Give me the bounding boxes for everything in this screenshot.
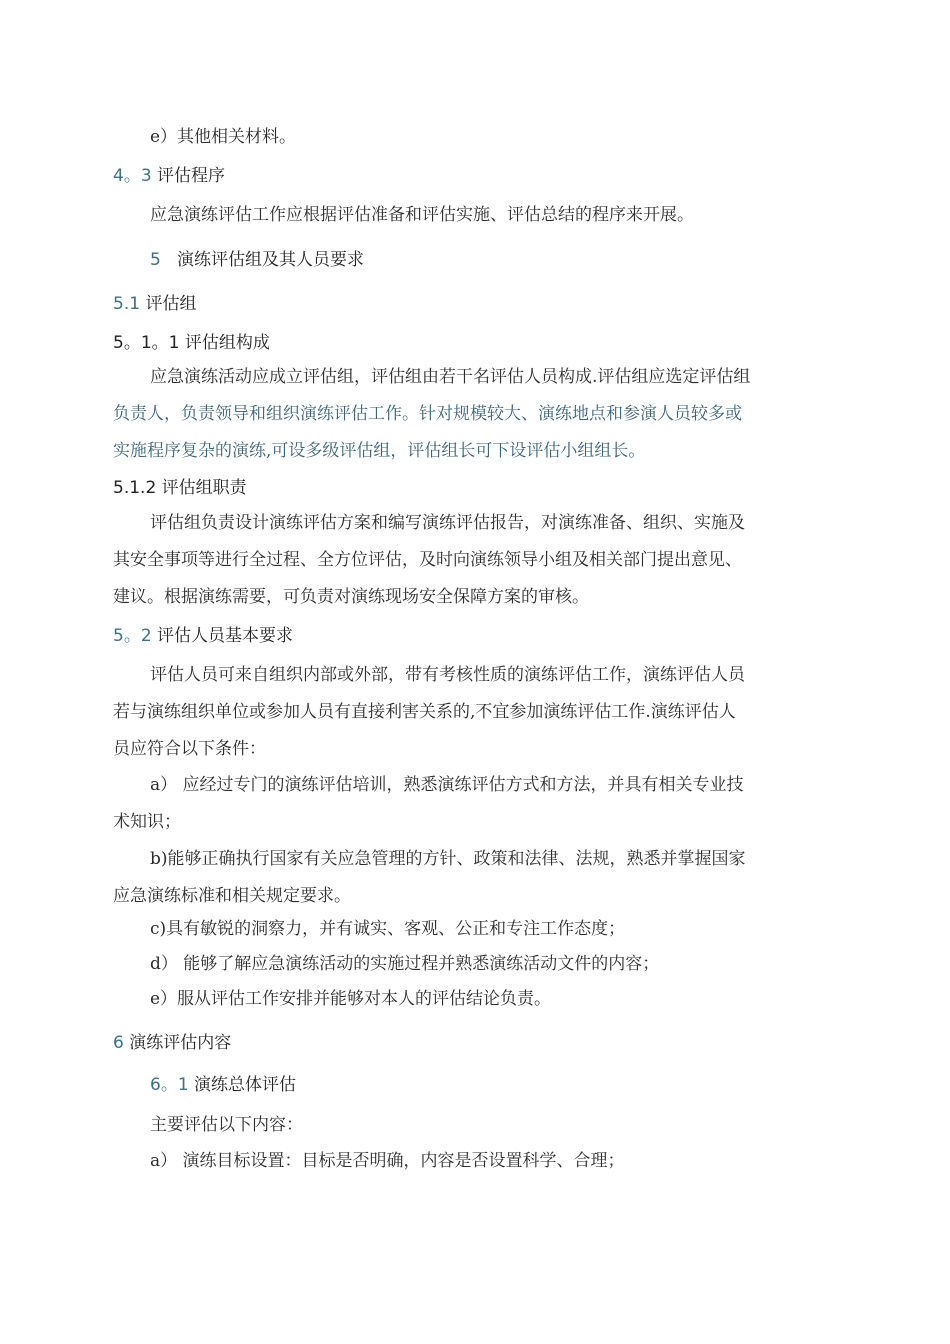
paragraph-line: 员应符合以下条件： — [113, 739, 266, 759]
section-heading-5-1-2 — [113, 475, 247, 501]
paragraph-line: 若与演练组织单位或参加人员有直接利害关系的,不宜参加演练评估工作.演练评估人 — [113, 702, 736, 722]
paragraph-line: 应急演练活动应成立评估组，评估组由若干名评估人员构成.评估组应选定评估组 — [150, 367, 751, 387]
list-item-a-objectives: a） 演练目标设置：目标是否明确，内容是否设置科学、合理； — [150, 1151, 625, 1171]
section-title: 评估组 — [145, 294, 197, 314]
paragraph: 主要评估以下内容： — [150, 1115, 303, 1135]
section-number: 4。3 — [113, 166, 152, 186]
list-item-e-materials: e）其他相关材料。 — [150, 127, 297, 147]
chapter-heading-5 — [150, 247, 364, 273]
chapter-title: 演练评估内容 — [129, 1033, 232, 1053]
section-heading-5-2 — [113, 623, 293, 649]
section-heading-4-3 — [113, 163, 225, 189]
chapter-heading-6 — [113, 1030, 231, 1056]
chapter-title: 演练评估组及其人员要求 — [177, 250, 365, 270]
paragraph-line: 评估人员可来自组织内部或外部，带有考核性质的演练评估工作，演练评估人员 — [150, 665, 745, 685]
list-item-d: d） 能够了解应急演练活动的实施过程并熟悉演练活动文件的内容； — [150, 954, 660, 974]
section-heading-5-1 — [113, 291, 196, 317]
section-number: 5。2 — [113, 626, 152, 646]
list-item-e: e）服从评估工作安排并能够对本人的评估结论负责。 — [150, 989, 552, 1009]
section-number: 5.1.2 — [113, 478, 157, 498]
section-title: 演练总体评估 — [194, 1075, 297, 1095]
list-item-a: a） 应经过专门的演练评估培训，熟悉演练评估方式和方法，并具有相关专业技 — [150, 775, 744, 795]
paragraph-line: 建议。根据演练需要，可负责对演练现场安全保障方案的审核。 — [113, 587, 589, 607]
paragraph: 应急演练评估工作应根据评估准备和评估实施、评估总结的程序来开展。 — [150, 205, 694, 225]
paragraph-line: 负责人，负责领导和组织演练评估工作。针对规模较大、演练地点和参演人员较多或 — [113, 404, 742, 424]
list-item-b-continued: 应急演练标准和相关规定要求。 — [113, 886, 351, 906]
section-number: 5。1。1 — [113, 333, 180, 353]
section-heading-5-1-1 — [113, 330, 270, 356]
list-item-c: c)具有敏锐的洞察力，并有诚实、客观、公正和专注工作态度； — [150, 919, 626, 939]
paragraph-line: 其安全事项等进行全过程、全方位评估，及时向演练领导小组及相关部门提出意见、 — [113, 550, 742, 570]
section-number: 6。1 — [150, 1075, 189, 1095]
section-heading-6-1 — [150, 1072, 296, 1098]
list-item-b: b)能够正确执行国家有关应急管理的方针、政策和法律、法规，熟悉并掌握国家 — [150, 849, 746, 869]
section-number: 5.1 — [113, 294, 141, 314]
list-item-a-continued: 术知识； — [113, 812, 181, 832]
section-title: 评估程序 — [157, 166, 226, 186]
paragraph-line: 实施程序复杂的演练,可设多级评估组，评估组长可下设评估小组组长。 — [113, 441, 646, 461]
section-title: 评估人员基本要求 — [157, 626, 294, 646]
section-title: 评估组职责 — [161, 478, 247, 498]
section-title: 评估组构成 — [184, 333, 270, 353]
chapter-number: 6 — [113, 1033, 124, 1053]
chapter-number: 5 — [150, 250, 161, 270]
paragraph-line: 评估组负责设计演练评估方案和编写演练评估报告，对演练准备、组织、实施及 — [150, 513, 745, 533]
